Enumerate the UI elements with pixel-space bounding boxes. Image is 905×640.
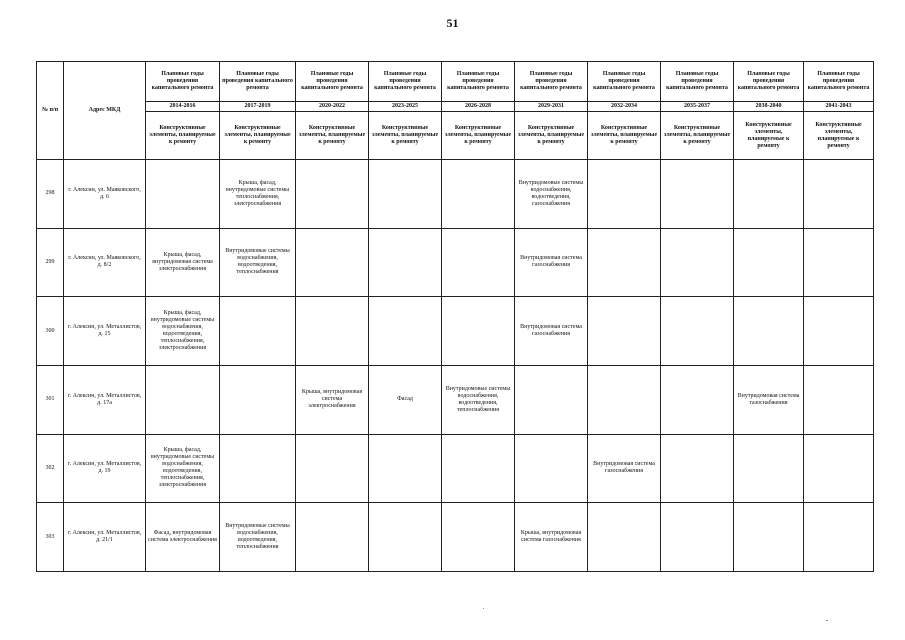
table-row — [37, 365, 874, 434]
repair-elements-cell — [661, 365, 734, 434]
header-period-years: 2038-2040 — [734, 102, 804, 112]
repair-elements-cell — [734, 160, 804, 229]
table-row — [37, 503, 874, 572]
repair-elements-cell — [661, 503, 734, 572]
repair-elements-cell — [734, 434, 804, 503]
header-row-years — [37, 102, 874, 112]
row-address: г. Алексин, ул. Маяковского, д. 6 — [64, 160, 146, 229]
header-elements-label: Конструктивные элементы, планируемые к ремонту — [804, 112, 874, 160]
header-period-label: Плановые годы проведения капитального ремонта — [588, 62, 661, 102]
table-row — [37, 228, 874, 297]
repair-elements-cell: Фасад, внутридомовая система электроснабжения — [146, 503, 220, 572]
repair-elements-cell: Внутридомовая система газоснабжения — [515, 228, 588, 297]
header-elements-label: Конструктивные элементы, планируемые к ремонту — [661, 112, 734, 160]
repair-elements-cell — [369, 434, 442, 503]
repair-elements-cell — [661, 228, 734, 297]
header-row-elements — [37, 112, 874, 160]
repair-elements-cell — [588, 365, 661, 434]
repair-elements-cell — [588, 503, 661, 572]
header-elements-label: Конструктивные элементы, планируемые к ремонту — [515, 112, 588, 160]
repair-elements-cell: Внутридомовые системы водоснабжения, водоотведения, теплоснабжения — [220, 503, 296, 572]
repair-elements-cell — [661, 160, 734, 229]
header-period-label: Плановые годы проведения капитального ремонта — [515, 62, 588, 102]
repair-elements-cell — [296, 434, 369, 503]
repair-elements-cell — [296, 160, 369, 229]
repair-elements-cell: Крыша, фасад, внутридомовые системы водоснабжения, водоотведения, теплоснабжения, электроснабжения — [146, 434, 220, 503]
header-period-label: Плановые годы проведения капитального ремонта — [369, 62, 442, 102]
row-address: г. Алексин, ул. Металлистов, д. 15 — [64, 297, 146, 366]
repair-elements-cell: Внутридомовые системы водоснабжения, водоотведения, теплоснабжения — [220, 228, 296, 297]
repair-elements-cell — [588, 297, 661, 366]
header-period-years: 2026-2028 — [442, 102, 515, 112]
row-address: г. Алексин, ул. Металлистов, д. 19 — [64, 434, 146, 503]
repair-elements-cell — [661, 297, 734, 366]
repair-elements-cell: Внутридомовые системы водоснабжения, водоотведения, газоснабжения — [515, 160, 588, 229]
repair-elements-cell — [515, 434, 588, 503]
row-address: г. Алексин, ул. Маяковского, д. 8/2 — [64, 228, 146, 297]
header-elements-label: Конструктивные элементы, планируемые к ремонту — [296, 112, 369, 160]
scan-speck — [826, 620, 828, 621]
repair-elements-cell — [804, 228, 874, 297]
repair-elements-cell — [734, 503, 804, 572]
repair-elements-cell — [442, 160, 515, 229]
scan-speck — [483, 608, 484, 609]
header-period-label: Плановые годы проведения капитального ремонта — [442, 62, 515, 102]
repair-elements-cell — [296, 297, 369, 366]
header-period-label: Плановые годы проведения капитального ремонта — [220, 62, 296, 102]
row-number: 299 — [37, 228, 64, 297]
header-period-years: 2020-2022 — [296, 102, 369, 112]
repair-elements-cell — [734, 297, 804, 366]
repair-elements-cell: Внутридомовые системы водоснабжения, водоотведения, теплоснабжения — [442, 365, 515, 434]
header-period-years: 2035-2037 — [661, 102, 734, 112]
header-period-years: 2029-2031 — [515, 102, 588, 112]
repair-elements-cell — [442, 434, 515, 503]
header-elements-label: Конструктивные элементы, планируемые к ремонту — [442, 112, 515, 160]
header-period-label: Плановые годы проведения капитального ремонта — [734, 62, 804, 102]
capital-repair-table — [36, 61, 874, 572]
repair-elements-cell — [734, 228, 804, 297]
repair-elements-cell — [804, 365, 874, 434]
repair-elements-cell: Внутридомовая система газоснабжения — [515, 297, 588, 366]
repair-elements-cell: Крыша, внутридомовая система электроснабжения — [296, 365, 369, 434]
repair-elements-cell — [220, 434, 296, 503]
header-period-years: 2032-2034 — [588, 102, 661, 112]
row-number: 300 — [37, 297, 64, 366]
header-num: № п/п — [37, 62, 64, 160]
repair-elements-cell — [442, 228, 515, 297]
repair-elements-cell — [588, 228, 661, 297]
repair-elements-cell — [442, 297, 515, 366]
repair-elements-cell: Крыша, внутридомовая система газоснабжения — [515, 503, 588, 572]
row-address: г. Алексин, ул. Металлистов, д. 21/1 — [64, 503, 146, 572]
repair-elements-cell — [804, 503, 874, 572]
repair-elements-cell: Крыша, фасад, внутридомовая система электроснабжения — [146, 228, 220, 297]
repair-elements-cell — [296, 503, 369, 572]
table-row — [37, 297, 874, 366]
header-period-years: 2017-2019 — [220, 102, 296, 112]
row-number: 303 — [37, 503, 64, 572]
repair-elements-cell: Фасад — [369, 365, 442, 434]
header-period-years: 2041-2043 — [804, 102, 874, 112]
repair-elements-cell — [588, 160, 661, 229]
header-period-years: 2014-2016 — [146, 102, 220, 112]
row-address: г. Алексин, ул. Металлистов, д. 17а — [64, 365, 146, 434]
header-period-years: 2023-2025 — [369, 102, 442, 112]
repair-elements-cell: Крыша, фасад, внутридомовые системы водоснабжения, водоотведения, теплоснабжения, электроснабжения — [146, 297, 220, 366]
repair-elements-cell — [804, 434, 874, 503]
repair-elements-cell — [296, 228, 369, 297]
row-number: 298 — [37, 160, 64, 229]
repair-elements-cell: Внутридомовая система газоснабжения — [588, 434, 661, 503]
repair-elements-cell — [369, 503, 442, 572]
header-elements-label: Конструктивные элементы, планируемые к ремонту — [220, 112, 296, 160]
repair-elements-cell — [804, 297, 874, 366]
header-period-label: Плановые годы проведения капитального ремонта — [804, 62, 874, 102]
repair-elements-cell — [146, 160, 220, 229]
repair-elements-cell — [442, 503, 515, 572]
repair-elements-cell — [369, 297, 442, 366]
repair-elements-cell — [515, 365, 588, 434]
table-row — [37, 434, 874, 503]
header-period-label: Плановые годы проведения капитального ремонта — [661, 62, 734, 102]
repair-elements-cell: Внутридомовая система газоснабжения — [734, 365, 804, 434]
header-elements-label: Конструктивные элементы, планируемые к ремонту — [369, 112, 442, 160]
row-number: 302 — [37, 434, 64, 503]
repair-elements-cell — [220, 297, 296, 366]
repair-elements-cell — [369, 228, 442, 297]
header-elements-label: Конструктивные элементы, планируемые к ремонту — [146, 112, 220, 160]
row-number: 301 — [37, 365, 64, 434]
header-elements-label: Конструктивные элементы, планируемые к ремонту — [588, 112, 661, 160]
header-row-periods-label — [37, 62, 874, 102]
header-period-label: Плановые годы проведения капитального ремонта — [146, 62, 220, 102]
repair-elements-cell — [661, 434, 734, 503]
repair-elements-cell: Крыша, фасад, внутридомовые системы теплоснабжения, электроснабжения — [220, 160, 296, 229]
header-elements-label: Конструктивные элементы, планируемые к ремонту — [734, 112, 804, 160]
repair-elements-cell — [146, 365, 220, 434]
page-number: 51 — [446, 16, 459, 30]
table-row — [37, 160, 874, 229]
header-period-label: Плановые годы проведения капитального ремонта — [296, 62, 369, 102]
repair-elements-cell — [220, 365, 296, 434]
header-address: Адрес МКД — [64, 62, 146, 160]
repair-elements-cell — [369, 160, 442, 229]
repair-elements-cell — [804, 160, 874, 229]
